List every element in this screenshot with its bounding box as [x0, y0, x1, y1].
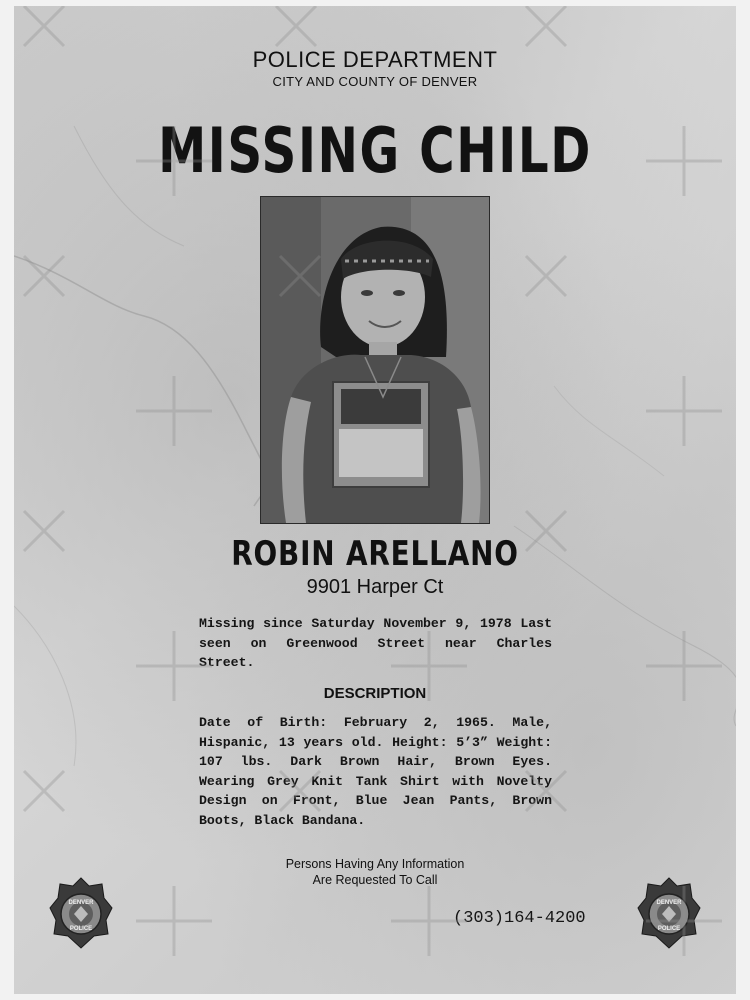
svg-text:DENVER: DENVER — [656, 900, 682, 906]
department-title: POLICE DEPARTMENT — [252, 47, 498, 72]
police-badge-icon — [636, 876, 702, 950]
contact-line-1: Persons Having Any Information — [285, 857, 465, 871]
police-badge-icon — [48, 876, 114, 950]
portrait-illustration — [261, 197, 489, 523]
description-text: Date of Birth: February 2, 1965. Male, Hispanic, 13 years old. Height: 5’3” Weight: 107 lbs. Dark Brown Hair, Brown Eyes. Wearing Grey Knit Tank Shirt with Novelty Design on Front, Blue Jean Pants, Brown Boots, Black Bandana. — [199, 715, 552, 828]
svg-text:DENVER: DENVER — [68, 900, 94, 906]
svg-text:POLICE: POLICE — [657, 926, 681, 932]
description-heading: DESCRIPTION — [323, 685, 427, 702]
portrait-photo — [260, 196, 490, 524]
person-name: ROBIN ARELLANO — [231, 534, 519, 574]
contact-instructions — [14, 856, 736, 888]
missing-poster — [14, 6, 736, 994]
headline: MISSING CHILD — [158, 114, 592, 187]
missing-details: Missing since Saturday November 9, 1978 Last seen on Greenwood Street near Charles Street. — [199, 616, 552, 670]
contact-phone: (303)164-4200 — [453, 909, 586, 928]
department-subtitle: CITY AND COUNTY OF DENVER — [272, 74, 478, 89]
person-address: 9901 Harper Ct — [306, 576, 444, 598]
contact-line-2: Are Requested To Call — [312, 873, 438, 887]
svg-text:POLICE: POLICE — [69, 926, 93, 932]
